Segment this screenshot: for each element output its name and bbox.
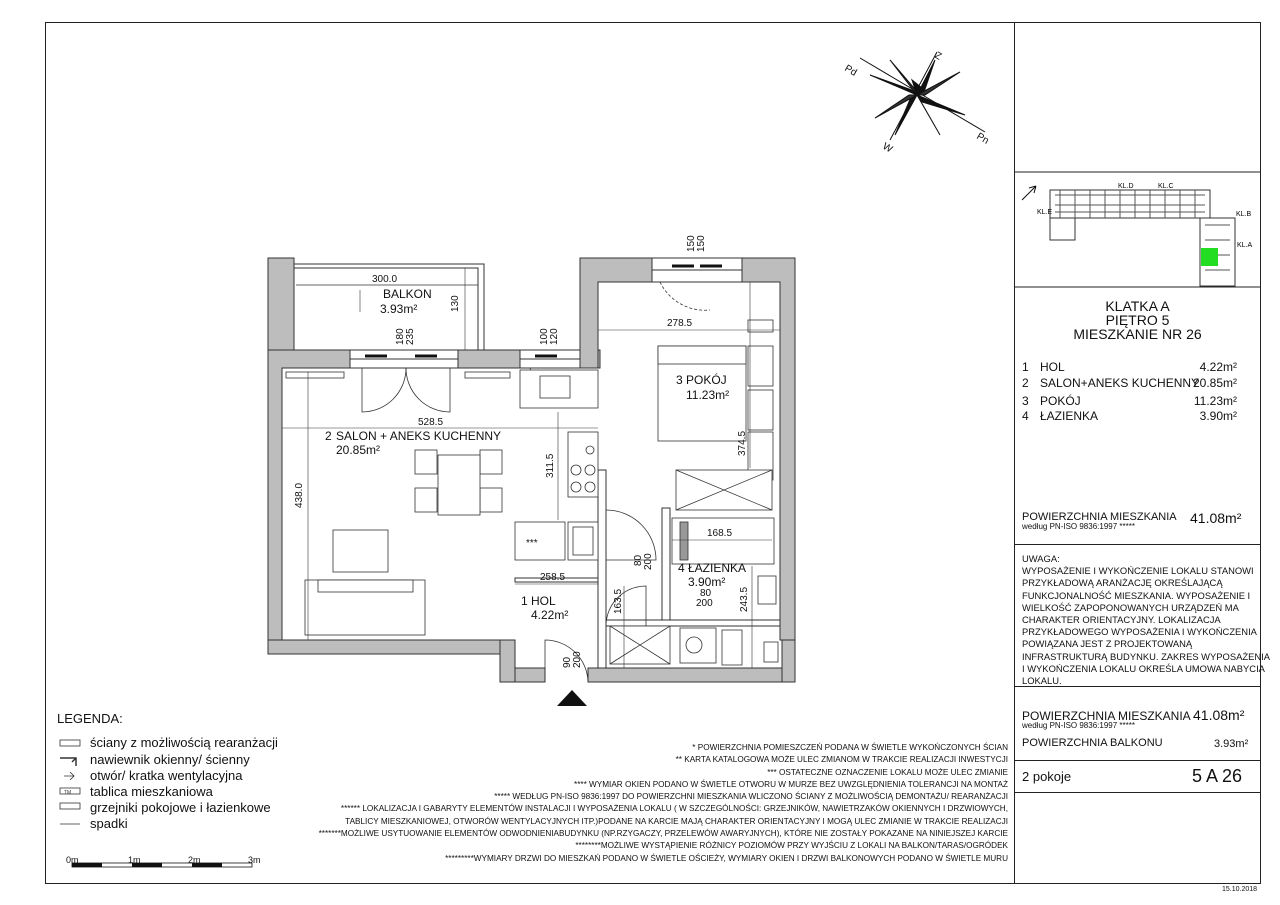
compass-north-label: Z	[932, 50, 944, 63]
radiator-kitchen	[465, 372, 510, 378]
dim-salon-w: 528.5	[418, 417, 444, 428]
summary-area-value: 41.08m²	[1193, 707, 1245, 723]
keyplan-kl-a: KL.A	[1237, 242, 1253, 249]
salon-num: 2	[325, 429, 332, 443]
dim-door-h2: 200	[696, 598, 713, 609]
dim-pokoj-w: 278.5	[667, 318, 693, 329]
dim-win-b2: 235	[405, 328, 416, 345]
balcony-area-value: 3.93m²	[1214, 738, 1249, 750]
legend-item-panel: tablica mieszkaniowa	[90, 784, 213, 799]
divider-code	[1014, 760, 1261, 761]
salon-area: 20.85m²	[336, 443, 381, 457]
dim-balkon-h: 130	[450, 295, 461, 312]
pokoj-area: 11.23m²	[686, 388, 730, 402]
keyplan-highlight	[1201, 248, 1218, 266]
legend-item-opening: otwór/ kratka wentylacyjna	[90, 768, 243, 783]
footnotes: * POWIERZCHNIA POMIESZCZEŃ PODANA W ŚWIETLE WYKOŃCZONYCH ŚCIAN ** KARTA KATALOGOWA MOŻE ULEC ZMIANOM W TRAKCIE REALIZACJI INWESTYCJI *** OSTATECZNE OZNACZENIE LOKALU MOŻE ULEC ZMIANIE **** WYMIAR OKIEN PODANO W ŚWIETLE OTWORU W MURZE BEZ UWZGLĘDNIENIA TOLERANCJI NA MONTAŻ ***** WEDŁUG PN-ISO 9836:1997 DO POWIERZCHNI MIESZKANIA WLICZONO ŚCIANY Z MOŻLIWOŚCIĄ DEMONTAŻU/ REARANŻACJI ****** LOKALIZACJA I GABARYTY ELEMENTÓW INSTALACJI I WYPOSAŻENIA LOKALU ( W SZCZEGÓLNOŚCI: GRZEJNIKÓW, NAWIETRZAKÓW OKIENNYCH I DRZWIOWYCH, TABLICY MIESZKANIOWEJ, OTWORÓW WENTYLACYJNYCH ITP.)PODANE NA KARCIE MAJĄ CHARAKTER ORIENTACYJNY I MOGĄ ULEC ZMIANIE W TRAKCIE REALIZACJI *******MOŻLIWE USYTUOWANIE ELEMENTÓW ODWODNIENIABUDYNKU (NP.RZYGACZY, PRZELEWÓW AWARYJNYCH), KTÓRE NIE ZOSTAŁY POKAZANE NA NINIEJSZEJ KARCIE ********MOŻLIWE WYSTĄPIENIE RÓŻNICY POZIOMÓW PRZY WYJŚCIU Z LOKALI NA BALKON/TARAS/OGRÓDEK *********WYMIARY DRZWI DO MIESZKAŃ PODANO W ŚWIETLE OŚCIEŻY, WYMIARY OKIEN I DRZWI BALKONOWYCH PODANO W ŚWIETLE MURU	[318, 743, 1008, 863]
scale-label-0: 0m	[66, 855, 79, 865]
balkon-name: BALKON	[383, 287, 432, 301]
hol-name: HOL	[531, 594, 556, 608]
dim-win-k1: 100	[539, 328, 550, 345]
uwaga-note: UWAGA: WYPOSAŻENIE I WYKOŃCZENIE LOKALU STANOWI PRZYKŁADOWĄ ARANŻACJĘ OKREŚLAJĄCĄ FUNKCJONALNOŚĆ MIESZKANIA. WYPOSAŻENIE I WIELKOŚĆ ZAPOPONOWANYCH URZĄDZEŃ MA CHARAKTER ORIENTACYJNY. LOKALIZACJA PRZYKŁADOWEGO WYPOSAŻENIA I WYKOŃCZENIA POWIĄZANA JEST Z PROJEKTOWANĄ INFRASTRUKTURĄ BUDYNKU. ZAKRES WYPOSAŻENIA I WYKOŃCZENIA LOKALU OKREŚLA UMOWA NABYCIA LOKALU.	[1022, 553, 1270, 687]
compass-east-label: Pn	[974, 131, 991, 147]
legend-symbols	[60, 740, 80, 824]
legend-radiator-icon	[60, 803, 80, 809]
divider-summary	[1014, 686, 1261, 687]
apartment-code: 5 A 26	[1192, 766, 1243, 786]
dim-balkon-w: 300.0	[372, 274, 398, 285]
pokoj-name: POKÓJ	[686, 373, 727, 387]
legend-title: LEGENDA:	[57, 711, 123, 726]
dim-win-k2: 120	[549, 328, 560, 345]
salon-name: SALON + ANEKS KUCHENNY	[336, 429, 502, 443]
dim-door-h1: 80	[700, 588, 712, 599]
dim-laz-w: 168.5	[707, 528, 733, 539]
legend-vent-icon	[60, 758, 76, 766]
dim-door-l2: 200	[643, 553, 654, 570]
dim-win-b1: 180	[395, 328, 406, 345]
legend-item-slopes: spadki	[90, 816, 128, 831]
legend-item-walls: ściany z możliwością rearanżacji	[90, 735, 278, 750]
dim-door-l1: 80	[633, 554, 644, 566]
summary-area-label: POWIERZCHNIA MIESZKANIA	[1022, 709, 1191, 723]
total-area-sublabel: według PN-ISO 9836:1997 *****	[1022, 522, 1135, 531]
scale-label-3: 3m	[248, 855, 261, 865]
keyplan-kl-c: KL.C	[1158, 183, 1174, 190]
scale-label-1: 1m	[128, 855, 141, 865]
dim-hol-h: 163.5	[613, 588, 624, 614]
header-klatka: KLATKA A	[1105, 298, 1170, 314]
header-pietro: PIĘTRO 5	[1105, 312, 1170, 328]
legend-opening-icon	[64, 772, 74, 780]
keyplan-kl-b: KL.B	[1236, 211, 1252, 218]
compass-west-label: Pd	[842, 63, 859, 79]
divider-bottom	[1014, 792, 1261, 793]
total-area-label: POWIERZCHNIA MIESZKANIA	[1022, 511, 1177, 523]
hob-label: ***	[526, 538, 538, 549]
dim-laz-h: 243.5	[739, 586, 750, 612]
divider-uwaga	[1014, 544, 1261, 545]
legend-item-vent: nawiewnik okienny/ ścienny	[90, 752, 250, 767]
svg-text:TM: TM	[64, 790, 72, 796]
scale-bar	[72, 863, 252, 867]
balcony-area-label: POWIERZCHNIA BALKONU	[1022, 737, 1163, 749]
lazienka-num: 4	[678, 561, 685, 575]
dim-kitchen-h: 311.5	[545, 453, 556, 478]
rooms-count: 2 pokoje	[1022, 769, 1072, 784]
dim-pokoj-h: 374.5	[737, 430, 748, 456]
scale-label-2: 2m	[188, 855, 201, 865]
balkon-area: 3.93m²	[380, 302, 418, 316]
summary-area-sublabel: według PN-ISO 9836:1997 *****	[1022, 721, 1135, 730]
entrance-arrow-icon	[557, 690, 587, 706]
dim-hol-w: 258.5	[540, 572, 566, 583]
dim-door-e1: 90	[562, 656, 573, 668]
total-area-value: 41.08m²	[1190, 510, 1242, 526]
dim-door-e2: 200	[572, 651, 583, 668]
dim-salon-h: 438.0	[294, 482, 305, 508]
dim-win-p1: 150	[686, 235, 697, 252]
compass-rose	[860, 52, 985, 140]
header-mieszkanie: MIESZKANIE NR 26	[1073, 326, 1202, 342]
hol-area: 4.22m²	[531, 608, 569, 622]
dim-win-p2: 150	[696, 235, 707, 252]
hol-num: 1	[521, 594, 528, 608]
radiator-salon	[286, 372, 344, 378]
legend-wall-icon	[60, 740, 80, 746]
keyplan-kl-e: KL.E	[1037, 209, 1053, 216]
keyplan-kl-d: KL.D	[1118, 183, 1134, 190]
legend-item-radiators: grzejniki pokojowe i łazienkowe	[90, 800, 271, 815]
pokoj-num: 3	[676, 373, 683, 387]
key-plan	[1014, 172, 1261, 287]
lazienka-name: ŁAZIENKA	[688, 561, 747, 575]
lazienka-area: 3.90m²	[688, 575, 726, 589]
compass-south-label: W	[880, 141, 895, 156]
drawing-date: 15.10.2018	[1222, 886, 1258, 893]
